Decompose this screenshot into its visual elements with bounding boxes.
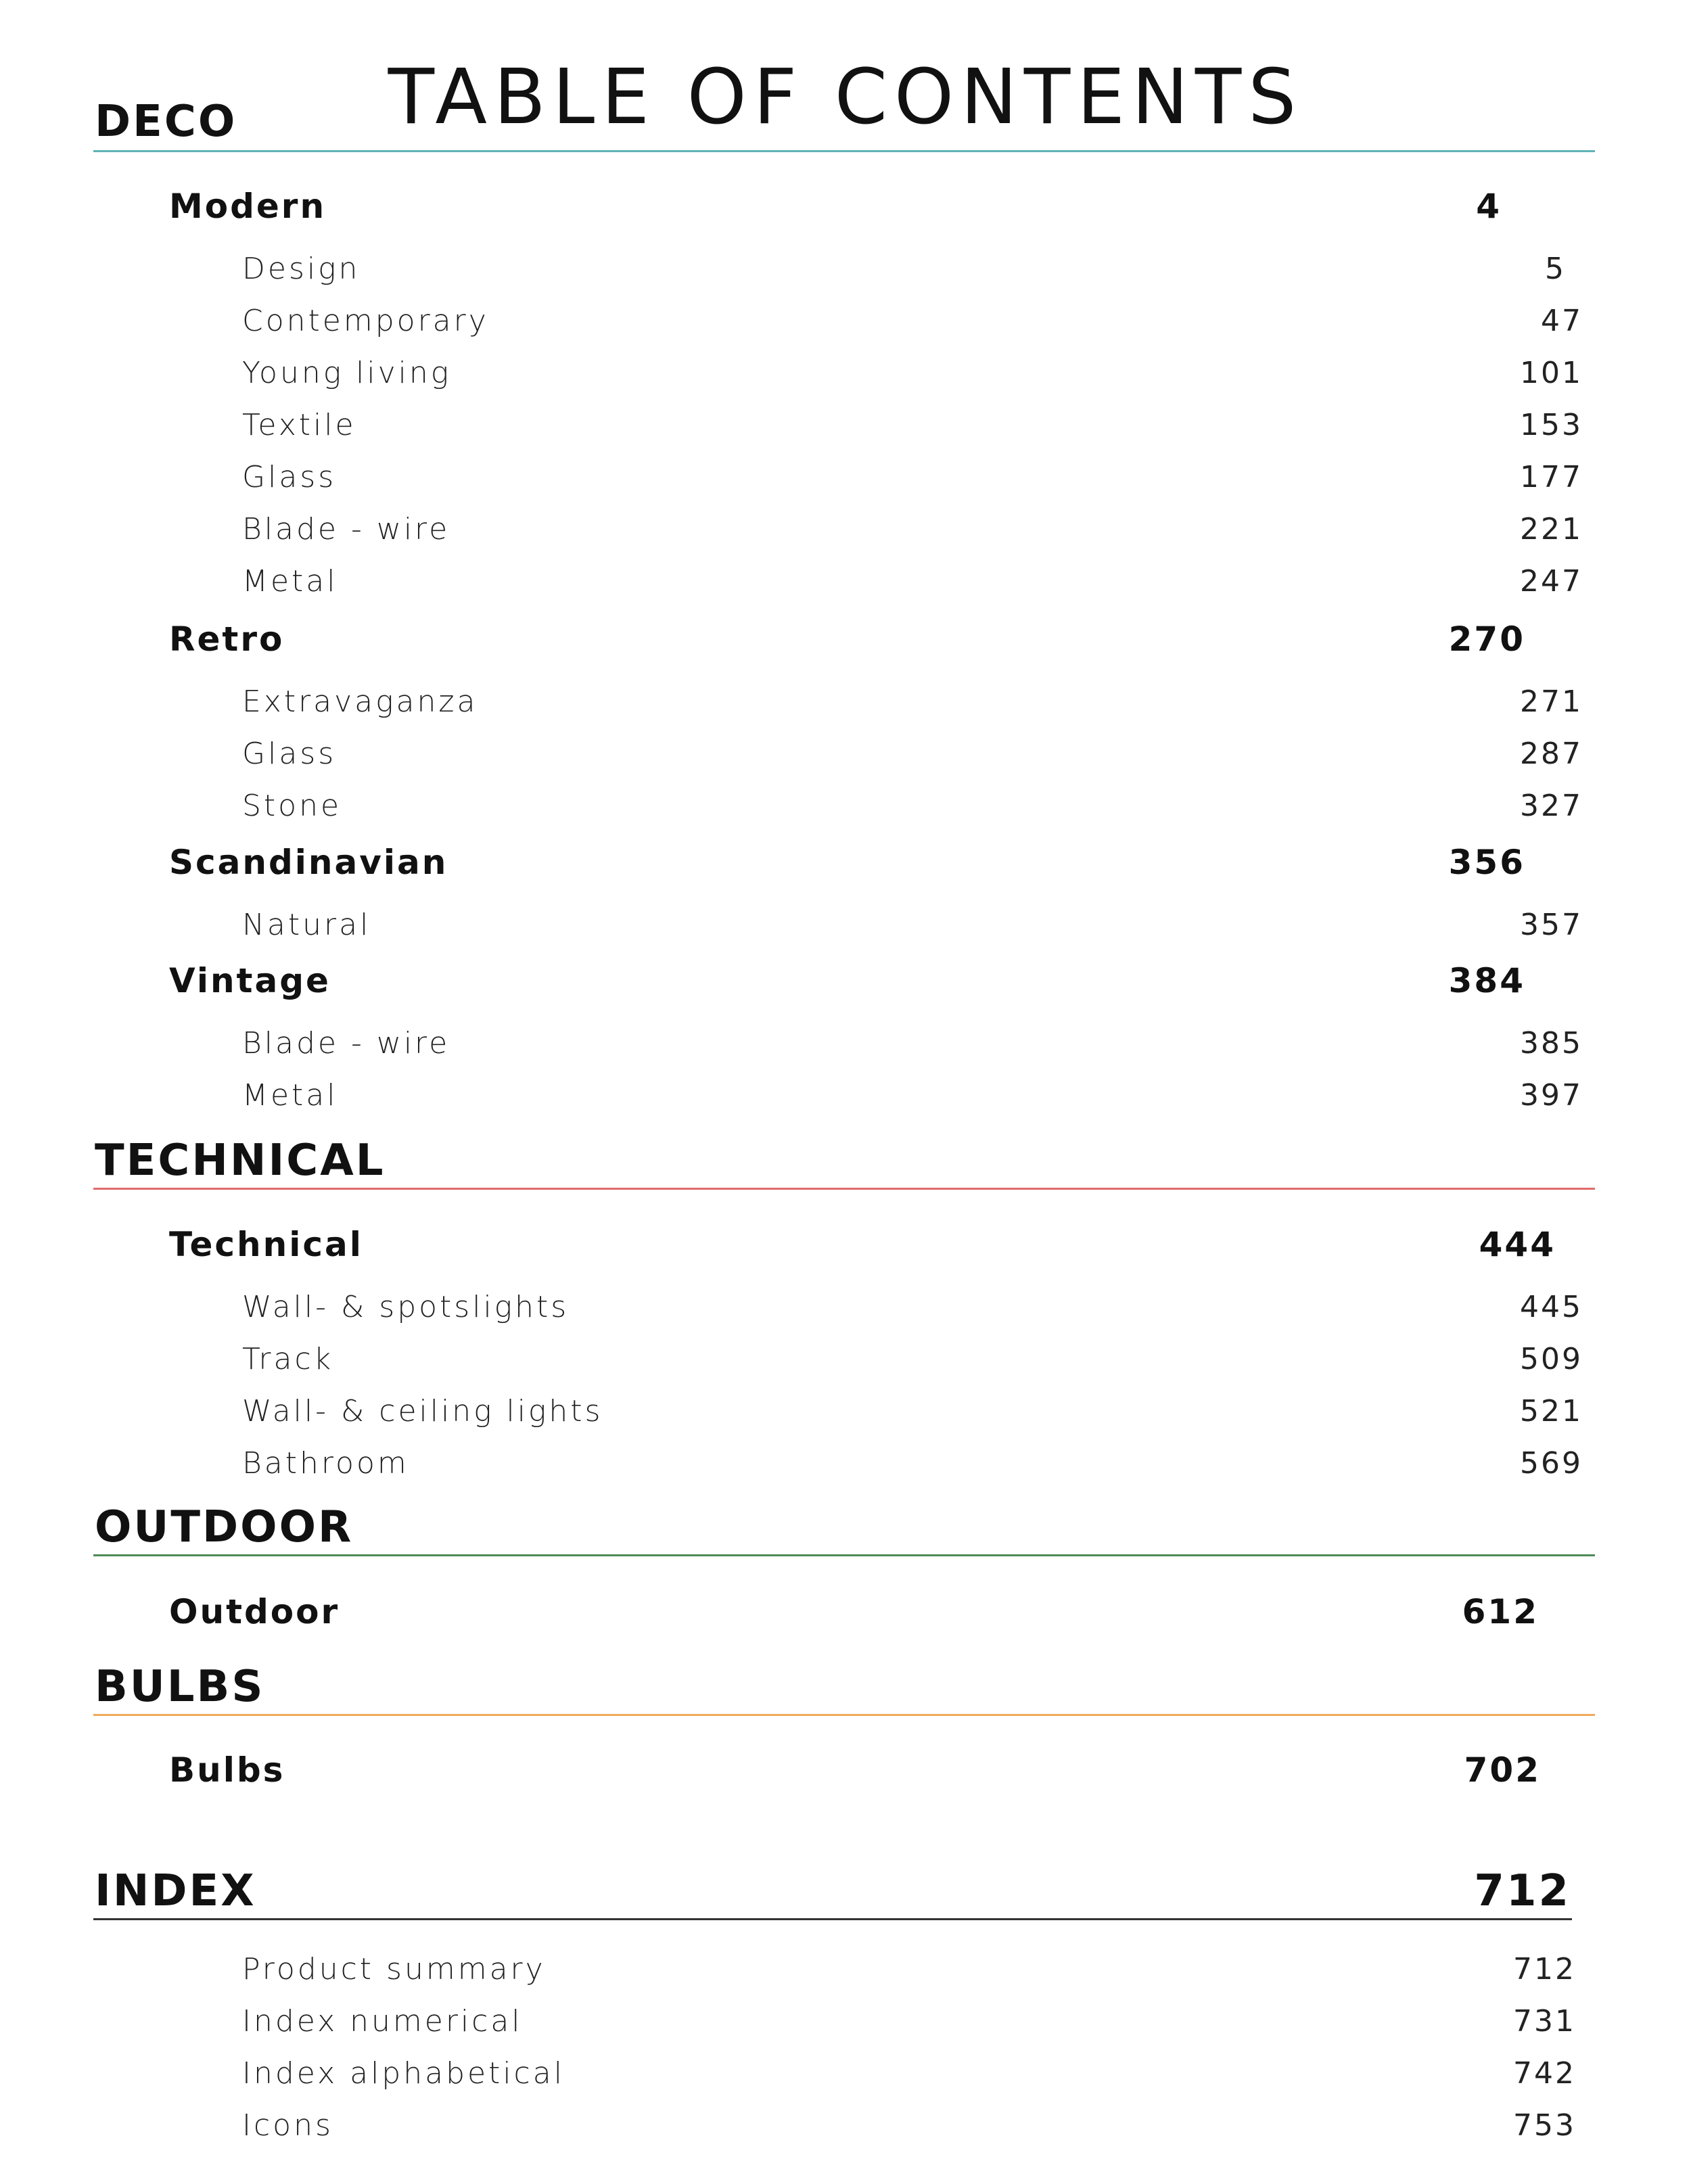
toc-subentry[interactable]: Wall- & spotslights (242, 1290, 570, 1324)
toc-subentry[interactable]: Blade - wire (242, 512, 450, 547)
toc-subentry[interactable]: Young living (242, 356, 452, 390)
toc-subentry-page: 153 (1520, 408, 1583, 442)
toc-entry-scandinavian[interactable]: Scandinavian (169, 843, 448, 882)
toc-page-technical: 444 (1479, 1225, 1556, 1264)
toc-entry-outdoor[interactable]: Outdoor (169, 1592, 340, 1631)
toc-subentry[interactable]: Metal (242, 564, 338, 599)
section-heading-index[interactable]: INDEX (95, 1866, 256, 1916)
section-heading-bulbs: BULBS (95, 1662, 265, 1712)
toc-subentry-page: 221 (1520, 512, 1583, 547)
toc-subentry-page: 287 (1520, 737, 1583, 771)
toc-subentry-page: 521 (1520, 1394, 1583, 1428)
section-divider-bulbs (93, 1714, 1595, 1716)
toc-page-scandinavian: 356 (1448, 843, 1525, 882)
toc-subentry-page: 569 (1520, 1446, 1583, 1481)
toc-subentry-page: 101 (1520, 356, 1583, 390)
toc-subentry-page: 385 (1520, 1026, 1583, 1061)
section-heading-deco: DECO (95, 97, 237, 147)
toc-subentry[interactable]: Metal (242, 1078, 338, 1113)
toc-subentry-page: 397 (1520, 1078, 1583, 1113)
toc-page-outdoor: 612 (1462, 1592, 1539, 1631)
toc-entry-vintage[interactable]: Vintage (169, 961, 331, 1000)
toc-entry-technical[interactable]: Technical (169, 1225, 363, 1264)
section-divider-index (93, 1918, 1572, 1920)
toc-subentry-page: 509 (1520, 1342, 1583, 1376)
toc-subentry[interactable]: Contemporary (242, 304, 489, 338)
toc-page-vintage: 384 (1448, 961, 1525, 1000)
toc-entry-bulbs[interactable]: Bulbs (169, 1750, 285, 1790)
toc-subentry-page: 753 (1513, 2108, 1576, 2143)
toc-page-index: 712 (1474, 1866, 1571, 1916)
section-divider-outdoor (93, 1554, 1595, 1556)
toc-subentry[interactable]: Product summary (242, 1952, 546, 1986)
toc-subentry-page: 247 (1520, 564, 1583, 599)
toc-subentry[interactable]: Glass (242, 460, 337, 494)
toc-subentry[interactable]: Index numerical (242, 2004, 523, 2039)
toc-entry-modern[interactable]: Modern (169, 187, 327, 226)
toc-subentry-page: 271 (1520, 684, 1583, 719)
toc-subentry-page: 742 (1513, 2056, 1576, 2091)
toc-entry-retro[interactable]: Retro (169, 620, 285, 659)
toc-subentry[interactable]: Design (242, 252, 361, 286)
toc-subentry-page: 445 (1520, 1290, 1583, 1324)
section-heading-outdoor: OUTDOOR (95, 1502, 354, 1552)
toc-subentry[interactable]: Track (242, 1342, 334, 1376)
section-divider-technical (93, 1188, 1595, 1190)
toc-subentry[interactable]: Wall- & ceiling lights (242, 1394, 603, 1428)
toc-subentry-page: 327 (1520, 789, 1583, 823)
toc-subentry[interactable]: Icons (242, 2108, 333, 2143)
section-heading-technical: TECHNICAL (95, 1136, 386, 1186)
toc-subentry[interactable]: Natural (242, 908, 371, 942)
toc-subentry-page: 47 (1541, 304, 1583, 338)
toc-subentry[interactable]: Blade - wire (242, 1026, 450, 1061)
toc-page-bulbs: 702 (1464, 1750, 1541, 1790)
toc-subentry[interactable]: Extravaganza (242, 684, 478, 719)
toc-page-retro: 270 (1448, 620, 1525, 659)
toc-page-modern: 4 (1476, 187, 1502, 226)
toc-subentry[interactable]: Glass (242, 737, 337, 771)
toc-subentry[interactable]: Index alphabetical (242, 2056, 565, 2091)
toc-subentry[interactable]: Bathroom (242, 1446, 409, 1481)
toc-subentry[interactable]: Textile (242, 408, 356, 442)
toc-subentry-page: 177 (1520, 460, 1583, 494)
toc-subentry-page: 357 (1520, 908, 1583, 942)
page-title: TABLE OF CONTENTS (388, 53, 1303, 141)
toc-subentry-page: 712 (1513, 1952, 1576, 1986)
toc-subentry-page: 5 (1545, 252, 1566, 286)
section-divider-deco (93, 150, 1595, 152)
toc-subentry[interactable]: Stone (242, 789, 342, 823)
toc-subentry-page: 731 (1513, 2004, 1576, 2039)
